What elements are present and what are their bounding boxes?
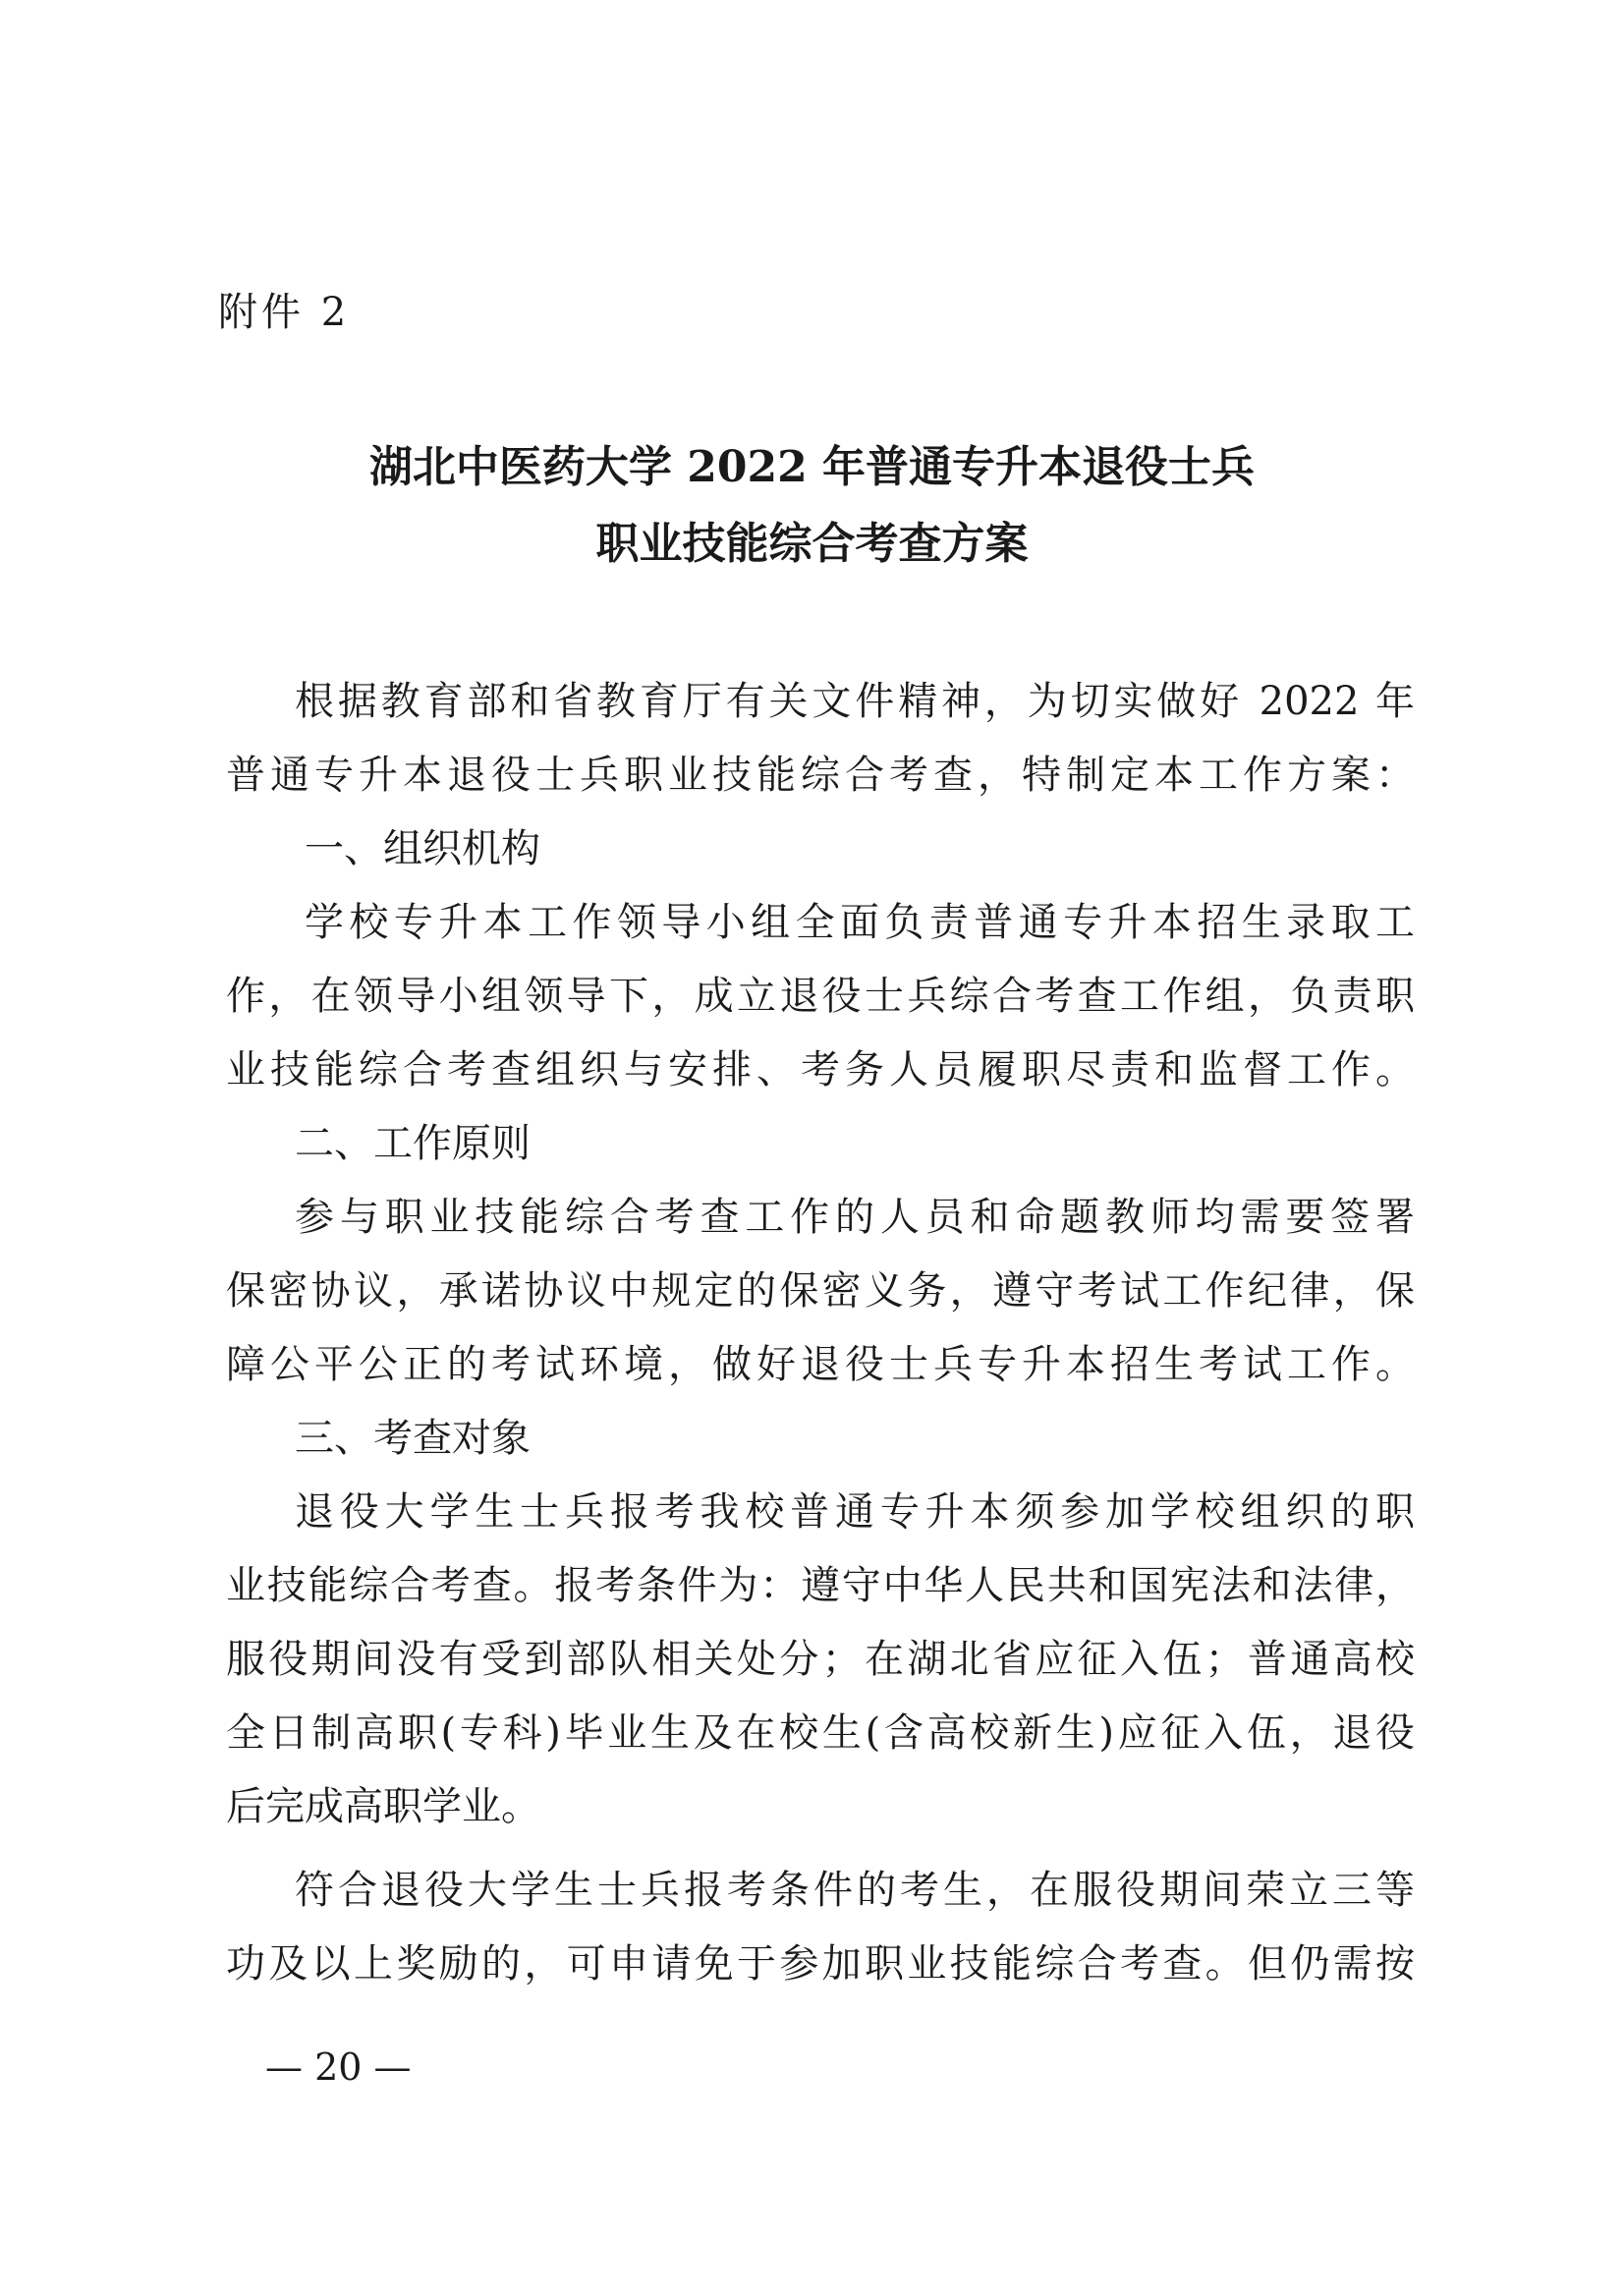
section-heading-organization: 一、组织机构: [305, 826, 540, 871]
body-line: 业技能综合考查组织与安排、考务人员履职尽责和监督工作。: [226, 1047, 1415, 1092]
body-line: 全日制高职(专科)毕业生及在校生(含高校新生)应征入伍，退役: [226, 1710, 1415, 1756]
attachment-label: 附件 2: [218, 290, 351, 335]
page-number: — 20 —: [265, 2045, 412, 2089]
body-line: 作，在领导小组领导下，成立退役士兵综合考查工作组，负责职: [226, 974, 1415, 1019]
body-line: 功及以上奖励的，可申请免于参加职业技能综合考查。但仍需按: [226, 1941, 1415, 1987]
body-line: 普通专升本退役士兵职业技能综合考查，特制定本工作方案：: [226, 753, 1415, 798]
body-line: 退役大学生士兵报考我校普通专升本须参加学校组织的职: [295, 1489, 1415, 1535]
body-line: 参与职业技能综合考查工作的人员和命题教师均需要签署: [295, 1195, 1415, 1240]
body-line: 障公平公正的考试环境，做好退役士兵专升本招生考试工作。: [226, 1342, 1415, 1387]
body-line: 根据教育部和省教育厅有关文件精神，为切实做好 2022 年: [295, 679, 1415, 724]
document-title-line-2: 职业技能综合考查方案: [595, 519, 1029, 569]
body-line: 学校专升本工作领导小组全面负责普通专升本招生录取工: [305, 900, 1415, 945]
body-line: 符合退役大学生士兵报考条件的考生，在服役期间荣立三等: [295, 1868, 1415, 1913]
body-line: 后完成高职学业。: [226, 1784, 540, 1829]
body-line: 保密协议，承诺协议中规定的保密义务，遵守考试工作纪律，保: [226, 1268, 1415, 1314]
body-line: 服役期间没有受到部队相关处分；在湖北省应征入伍；普通高校: [226, 1637, 1415, 1682]
section-heading-targets: 三、考查对象: [295, 1416, 531, 1461]
section-heading-principles: 二、工作原则: [295, 1121, 531, 1166]
document-title-line-1: 湖北中医药大学 2022 年普通专升本退役士兵: [368, 442, 1256, 492]
body-line: 业技能综合考查。报考条件为：遵守中华人民共和国宪法和法律，: [226, 1563, 1415, 1608]
